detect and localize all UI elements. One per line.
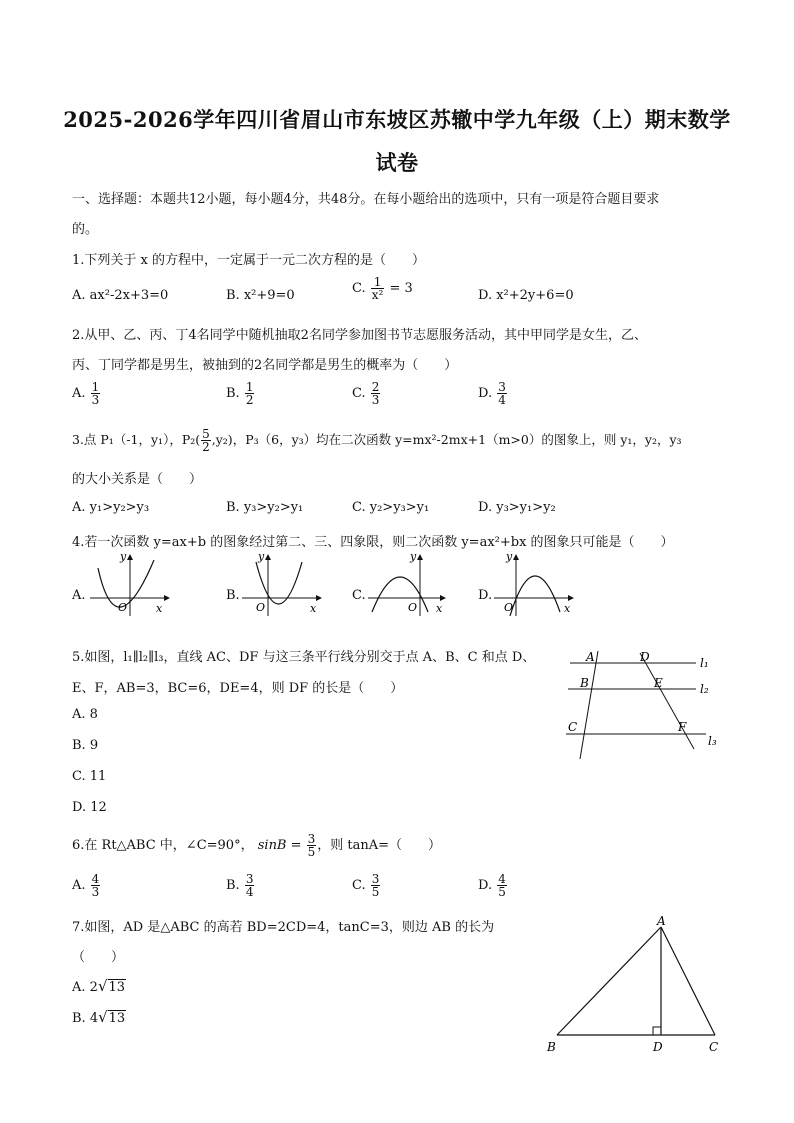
origin-label: O [118,601,128,614]
y-label: y [120,550,127,563]
q4-graph-a [86,550,176,620]
y-arrow [513,554,519,560]
exam-title-line1: 2025-2026学年四川省眉山市东坡区苏辙中学九年级（上）期末数学 [63,107,731,132]
q1-option-d: D. x²+2y+6=0 [478,288,574,303]
x-arrow [568,595,574,601]
origin-label: O [408,601,418,614]
q6-c-den: 5 [371,885,380,899]
q6-sin-fraction [307,833,317,858]
q6-d-label: D. [478,878,493,893]
q5-option-c: C. 11 [72,769,107,784]
q3-stem-line1 [72,428,682,453]
vertex-c-label: C [709,1040,719,1054]
x-arrow [440,595,446,601]
q6-stem-part1: 6.在 Rt△ABC 中，∠C=90°， [72,838,254,853]
q6-c-num: 3 [371,872,380,886]
q6-a-label: A. [72,878,86,893]
q7-option-b [72,1008,126,1026]
y-arrow [127,554,133,560]
q1-c-label: C. [352,281,366,296]
q7-stem-line1: 7.如图，AD 是△ABC 的高若 BD=2CD=4，tanC=3，则边 AB 的长为 [72,920,495,935]
q2-option-d [478,381,508,406]
point-f-label: F [678,720,687,734]
y-arrow [265,554,271,560]
q6-stem [72,833,441,858]
q2-a-den: 3 [91,393,100,407]
q6-a-fraction [91,873,101,898]
y-arrow [417,554,423,560]
q5-parallel-lines-figure [560,645,730,765]
q7-a-radicand: 13 [108,980,126,995]
q2-b-fraction [245,381,255,406]
origin-label: O [504,601,514,614]
point-e-label: E [654,676,663,690]
q3-p2-den: 2 [202,440,210,454]
q1-option-b: B. x²+9=0 [226,288,295,303]
q4-option-d-label: D. [478,588,493,603]
y-label: y [258,550,265,563]
q6-b-label: B. [226,878,240,893]
q6-c-fraction [371,873,381,898]
line-df [640,653,694,749]
q5-stem-line2: E、F，AB=3，BC=6，DE=4，则 DF 的长是（ ） [72,681,404,696]
q2-d-fraction [497,381,507,406]
q2-stem-line2: 丙、丁同学都是男生，被抽到的2名同学都是男生的概率为（ ） [72,358,458,373]
origin-label: O [256,601,266,614]
q5-option-b: B. 9 [72,738,99,753]
q7-a-label: A. 2 [72,980,98,995]
side-ac [661,927,715,1035]
q4-graph-d [490,550,580,620]
q6-sin-den: 5 [307,845,316,859]
q2-d-label: D. [478,386,493,401]
section-heading-cont: 的。 [72,222,99,237]
line-ac [580,651,598,759]
side-ab [557,927,661,1035]
q6-option-d [478,873,508,898]
q6-d-num: 4 [498,872,506,886]
l1-label: l₁ [700,656,709,670]
q4-graph-c [364,550,454,620]
point-b-label: B [580,676,589,690]
vertex-a-label: A [657,915,666,928]
section-heading: 一、选择题：本题共12小题，每小题4分，共48分。在每小题给出的选项中，只有一项是符合题目要求 [72,192,660,207]
q7-b-radicand: 13 [108,1011,126,1026]
q1-option-c [352,276,413,301]
q3-stem-line2: 的大小关系是（ ） [72,472,203,487]
q4-graph-b [238,550,328,620]
vertex-b-label: B [547,1040,556,1054]
q1-c-num: 1 [371,276,385,289]
q6-d-den: 5 [498,885,506,899]
q2-b-den: 2 [245,393,254,407]
q2-a-label: A. [72,386,86,401]
q3-option-a: A. y₁>y₂>y₃ [72,500,150,515]
l2-label: l₂ [700,682,709,696]
x-arrow [164,595,170,601]
q2-a-fraction [91,381,101,406]
q5-option-a: A. 8 [72,707,98,722]
q1-c-den: x² [371,288,384,302]
exam-title-line2: 试卷 [375,150,419,175]
q6-sin-num: 3 [307,832,316,846]
q3-option-d: D. y₃>y₁>y₂ [478,500,556,515]
sqrt-symbol: √ [97,977,108,995]
x-label: x [436,602,443,615]
q3-stem-part1: 3.点 P₁（-1，y₁），P₂( [72,432,201,447]
point-a-label: A [586,650,595,664]
x-arrow [316,595,322,601]
q4-option-b-label: B. [226,588,240,603]
q6-option-a [72,873,101,898]
y-label: y [410,550,417,563]
q6-b-num: 3 [245,872,254,886]
q2-b-num: 1 [245,380,254,394]
x-label: x [156,602,163,615]
q3-stem-part2: ,y₂)，P₃（6，y₃）均在二次函数 y=mx²-2mx+1（m>0）的图象上，则 y₁，y₂，y₃ [211,432,682,447]
q2-stem-line1: 2.从甲、乙、丙、丁4名同学中随机抽取2名同学参加图书节志愿服务活动，其中甲同学是女生，乙、 [72,328,647,343]
q3-option-c: C. y₂>y₃>y₁ [352,500,430,515]
q7-option-a [72,977,126,995]
point-d-label: D [653,1040,663,1054]
q6-option-c [352,873,381,898]
q7-triangle-figure [545,915,730,1060]
point-d-label: D [640,650,650,664]
x-label: x [564,602,571,615]
q3-p2-fraction [201,428,211,453]
q2-c-label: C. [352,386,366,401]
q4-option-a-label: A. [72,588,86,603]
q6-sinb: sinB = [257,838,302,853]
q7-b-label: B. 4 [72,1011,99,1026]
q1-option-a: A. ax²-2x+3=0 [72,288,169,303]
q6-d-fraction [497,873,507,898]
q2-a-num: 1 [91,380,100,394]
l3-label: l₃ [708,734,717,748]
q7-stem-line2: （ ） [72,950,125,965]
point-c-label: C [568,720,578,734]
q6-b-fraction [245,873,255,898]
q2-d-den: 4 [498,393,506,407]
q6-a-num: 4 [91,872,100,886]
q6-stem-part2: ，则 tanA=（ ） [317,838,442,853]
q2-c-fraction [371,381,381,406]
q6-c-label: C. [352,878,366,893]
q2-b-label: B. [226,386,240,401]
q4-stem: 4.若一次函数 y=ax+b 的图象经过第二、三、四象限，则二次函数 y=ax²+bx 的图象只可能是（ ） [72,535,674,550]
q3-option-b: B. y₃>y₂>y₁ [226,500,304,515]
q2-option-a [72,381,101,406]
q5-stem-line1: 5.如图，l₁∥l₂∥l₃，直线 AC、DF 与这三条平行线分别交于点 A、B、C 和点 D、 [72,650,536,665]
q1-c-fraction [371,276,385,301]
q2-c-den: 3 [371,393,380,407]
x-label: x [310,602,317,615]
q3-p2-num: 5 [202,427,210,441]
q1-stem: 1.下列关于 x 的方程中，一定属于一元二次方程的是（ ） [72,253,425,268]
q2-c-num: 2 [371,380,380,394]
q2-option-c [352,381,381,406]
q4-option-c-label: C. [352,588,366,603]
q6-a-den: 3 [91,885,100,899]
y-label: y [506,550,513,563]
right-angle-mark [653,1027,661,1035]
q1-c-rest: = 3 [389,281,413,296]
parabola [510,576,560,616]
q2-d-num: 3 [498,380,506,394]
q6-option-b [226,873,255,898]
q2-option-b [226,381,255,406]
sqrt-symbol: √ [98,1008,108,1026]
q6-b-den: 4 [245,885,254,899]
q5-option-d: D. 12 [72,800,107,815]
